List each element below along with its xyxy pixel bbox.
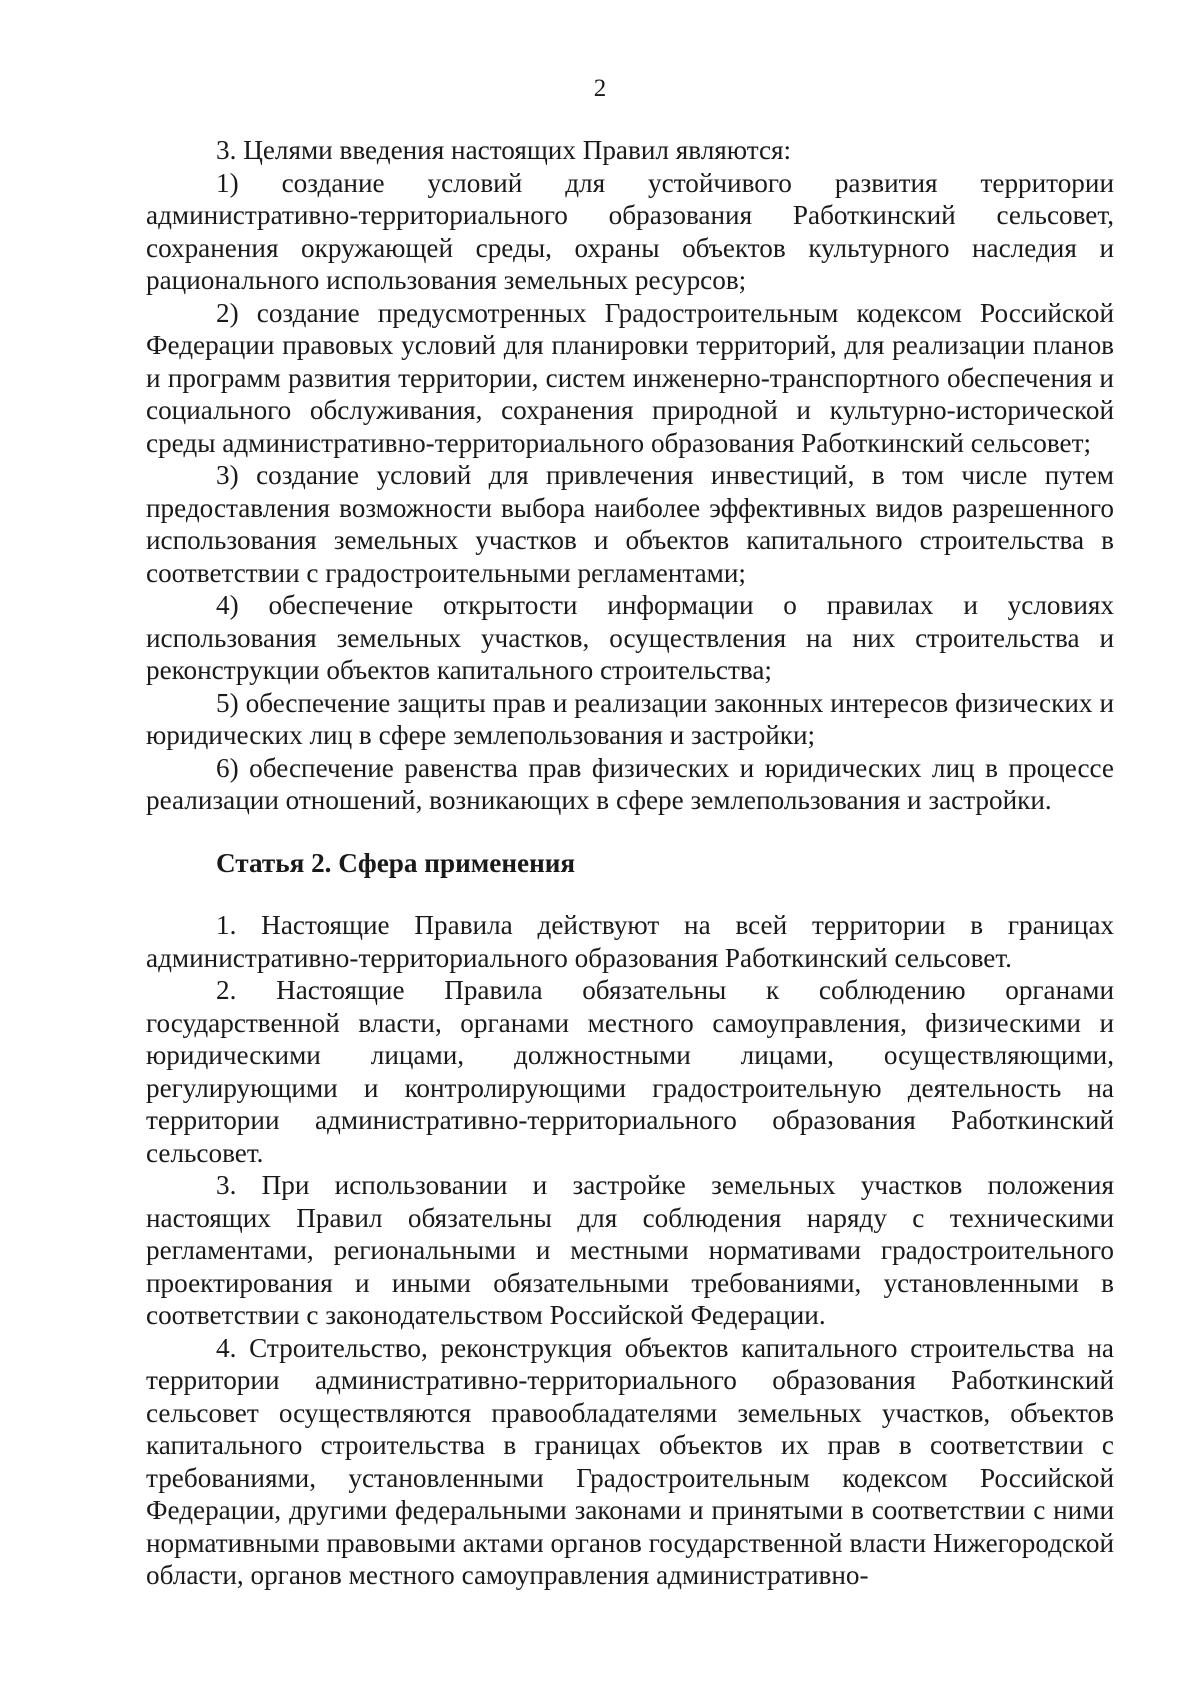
goal-item-6: 6) обеспечение равенства прав физических и юридических лиц в процессе реализации отношений, возникающих в сфере землепользования и застройки. bbox=[146, 752, 1114, 815]
page-number: 2 bbox=[593, 75, 607, 102]
article-2-paragraph-4: 4. Строительство, реконструкция объектов капитального строительства на территории административно-территориального образования Работкинский сельсовет осуществляются правообладателями земельных участков, объектов капитального строительства в границах объектов их прав в соответствии с требованиями, установленными Градостроительным кодексом Российской Федерации, другими федеральными законами и принятыми в соответствии с ними нормативными правовыми актами органов государственной власти Нижегородской области, органов местного самоуправления административно- bbox=[146, 1332, 1114, 1590]
goal-item-5: 5) обеспечение защиты прав и реализации законных интересов физических и юридических лиц в сфере землепользования и застройки; bbox=[146, 687, 1114, 750]
goal-item-1: 1) создание условий для устойчивого развития территории административно-территориального образования Работкинский сельсовет, сохранения окружающей среды, охраны объектов культурного наследия и рационального использования земельных ресурсов; bbox=[146, 167, 1114, 295]
goals-intro-paragraph: 3. Целями введения настоящих Правил являются: bbox=[216, 135, 792, 165]
document-body bbox=[146, 134, 1114, 1592]
article-2-heading: Статья 2. Сфера применения bbox=[216, 847, 576, 878]
article-2-paragraph-2: 2. Настоящие Правила обязательны к соблюдению органами государственной власти, органами местного самоуправления, физическими и юридическими лицами, должностными лицами, осуществляющими, регулирующими и контролирующими градостроительную деятельность на территории административно-территориального образования Работкинский сельсовет. bbox=[146, 975, 1114, 1168]
goal-item-4: 4) обеспечение открытости информации о правилах и условиях использования земельных участков, осуществления на них строительства и реконструкции объектов капитального строительства; bbox=[146, 590, 1114, 685]
article-2-paragraph-1: 1. Настоящие Правила действуют на всей территории в границах административно-территориального образования Работкинский сельсовет. bbox=[146, 910, 1114, 973]
goal-item-2: 2) создание предусмотренных Градостроительным кодексом Российской Федерации правовых условий для планировки территорий, для реализации планов и программ развития территории, систем инженерно-транспортного обеспечения и социального обслуживания, сохранения природной и культурно-исторической среды административно-территориального образования Работкинский сельсовет; bbox=[146, 297, 1114, 458]
goal-item-3: 3) создание условий для привлечения инвестиций, в том числе путем предоставления возможности выбора наиболее эффективных видов разрешенного использования земельных участков и объектов капитального строительства в соответствии с градостроительными регламентами; bbox=[146, 460, 1114, 588]
spacer bbox=[146, 879, 1114, 909]
spacer bbox=[146, 817, 1114, 847]
article-2-paragraph-3: 3. При использовании и застройке земельных участков положения настоящих Правил обязательны для соблюдения наряду с техническими регламентами, региональными и местными нормативами градостроительного проектирования и иными обязательными требованиями, установленными в соответствии с законодательством Российской Федерации. bbox=[146, 1170, 1114, 1330]
